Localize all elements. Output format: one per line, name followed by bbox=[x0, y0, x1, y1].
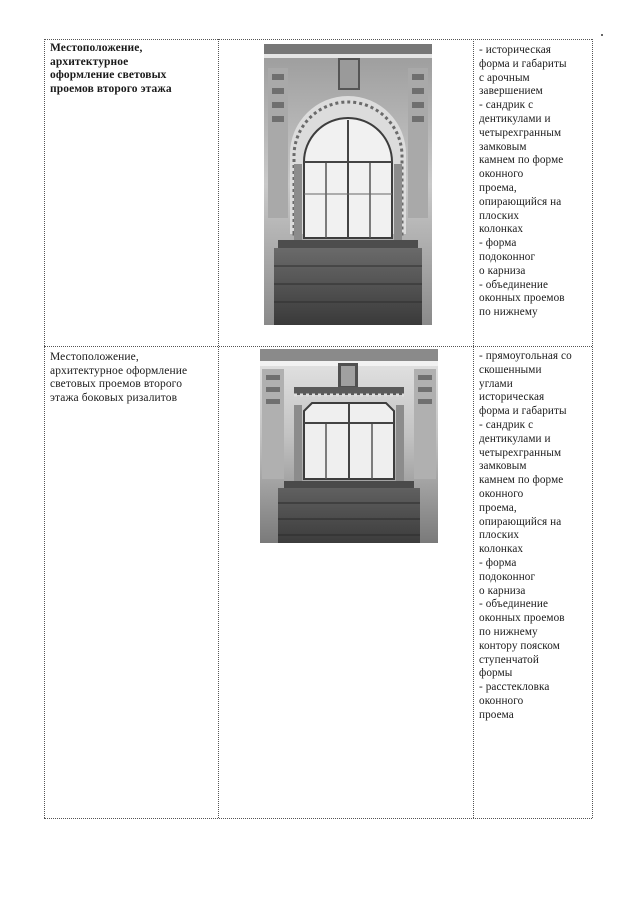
row1-feature-line: подоконног bbox=[479, 250, 536, 263]
scan-speck bbox=[601, 34, 603, 36]
rectangular-window-photo bbox=[260, 349, 438, 543]
row2-feature-line: - прямоугольная со bbox=[479, 350, 572, 362]
row2-features-cell bbox=[479, 350, 589, 723]
row2-feature-line: четырехгранным bbox=[479, 446, 562, 459]
table-right-border bbox=[592, 39, 593, 818]
row2-feature-line: опирающийся на bbox=[479, 515, 562, 528]
row2-feature-line: оконного bbox=[479, 487, 524, 500]
row1-location-line: архитектурное bbox=[50, 55, 129, 68]
row2-feature-line: проема, bbox=[479, 501, 517, 514]
row1-location-cell bbox=[50, 42, 215, 96]
column-divider-1 bbox=[218, 39, 219, 818]
row1-feature-line: - объединение bbox=[479, 278, 549, 291]
table-bottom-border bbox=[44, 818, 592, 819]
table-top-border bbox=[44, 39, 592, 40]
row2-feature-line: по нижнему bbox=[479, 625, 538, 638]
row2-feature-line: скошенными bbox=[479, 363, 542, 376]
arched-window-illustration bbox=[264, 44, 432, 325]
row1-location-line: Местоположение, bbox=[50, 42, 143, 54]
row2-location-line: световых проемов второго bbox=[50, 378, 183, 391]
row1-feature-line: плоских bbox=[479, 209, 520, 222]
row1-feature-line: опирающийся на bbox=[479, 195, 562, 208]
row1-feature-line: проема, bbox=[479, 181, 517, 194]
row2-location-line: Местоположение, bbox=[50, 351, 139, 363]
row1-feature-line: замковым bbox=[479, 140, 527, 153]
row1-feature-line: по нижнему bbox=[479, 306, 538, 319]
row1-location-line: оформление световых bbox=[50, 69, 167, 82]
row2-feature-line: оконного bbox=[479, 694, 524, 707]
row1-location-line: проемов второго этажа bbox=[50, 82, 172, 95]
row2-location-line: архитектурное оформление bbox=[50, 364, 188, 377]
row2-feature-line: - форма bbox=[479, 556, 517, 569]
row2-feature-line: оконных проемов bbox=[479, 612, 565, 625]
row2-feature-line: камнем по форме bbox=[479, 474, 564, 487]
row2-feature-line: - сандрик с bbox=[479, 418, 534, 431]
row1-feature-line: оконного bbox=[479, 168, 524, 181]
rectangular-window-illustration bbox=[260, 349, 438, 543]
row1-feature-line: дентикулами и bbox=[479, 112, 551, 125]
row2-feature-line: колонках bbox=[479, 543, 524, 556]
row2-feature-line: проема bbox=[479, 708, 514, 721]
row2-feature-line: о карниза bbox=[479, 584, 526, 597]
row2-feature-line: форма и габариты bbox=[479, 405, 567, 418]
row1-features-cell bbox=[479, 44, 589, 320]
row1-feature-line: четырехгранным bbox=[479, 126, 562, 139]
row1-feature-line: с арочным bbox=[479, 71, 530, 84]
row1-feature-line: - сандрик с bbox=[479, 99, 534, 112]
row2-feature-line: ступенчатой bbox=[479, 653, 539, 666]
row2-feature-line: - расстекловка bbox=[479, 681, 550, 694]
row2-feature-line: подоконног bbox=[479, 570, 536, 583]
row2-feature-line: историческая bbox=[479, 391, 545, 404]
row1-feature-line: - историческая bbox=[479, 44, 552, 56]
row2-feature-line: - объединение bbox=[479, 598, 549, 611]
column-divider-2 bbox=[473, 39, 474, 818]
row1-feature-line: о карниза bbox=[479, 264, 526, 277]
table-left-border bbox=[44, 39, 45, 818]
arched-window-photo bbox=[264, 44, 432, 325]
row1-feature-line: завершением bbox=[479, 85, 543, 98]
row1-feature-line: форма и габариты bbox=[479, 57, 567, 70]
row2-feature-line: замковым bbox=[479, 460, 527, 473]
row-divider bbox=[44, 346, 592, 347]
row2-location-cell bbox=[50, 351, 215, 405]
row1-feature-line: - форма bbox=[479, 237, 517, 250]
row1-feature-line: камнем по форме bbox=[479, 154, 564, 167]
row1-feature-line: оконных проемов bbox=[479, 292, 565, 305]
row2-feature-line: плоских bbox=[479, 529, 520, 542]
row2-feature-line: дентикулами и bbox=[479, 432, 551, 445]
row1-feature-line: колонках bbox=[479, 223, 524, 236]
row2-feature-line: формы bbox=[479, 667, 513, 680]
row2-feature-line: контору пояском bbox=[479, 639, 560, 652]
row2-feature-line: углами bbox=[479, 377, 513, 390]
row2-location-line: этажа боковых ризалитов bbox=[50, 391, 178, 404]
